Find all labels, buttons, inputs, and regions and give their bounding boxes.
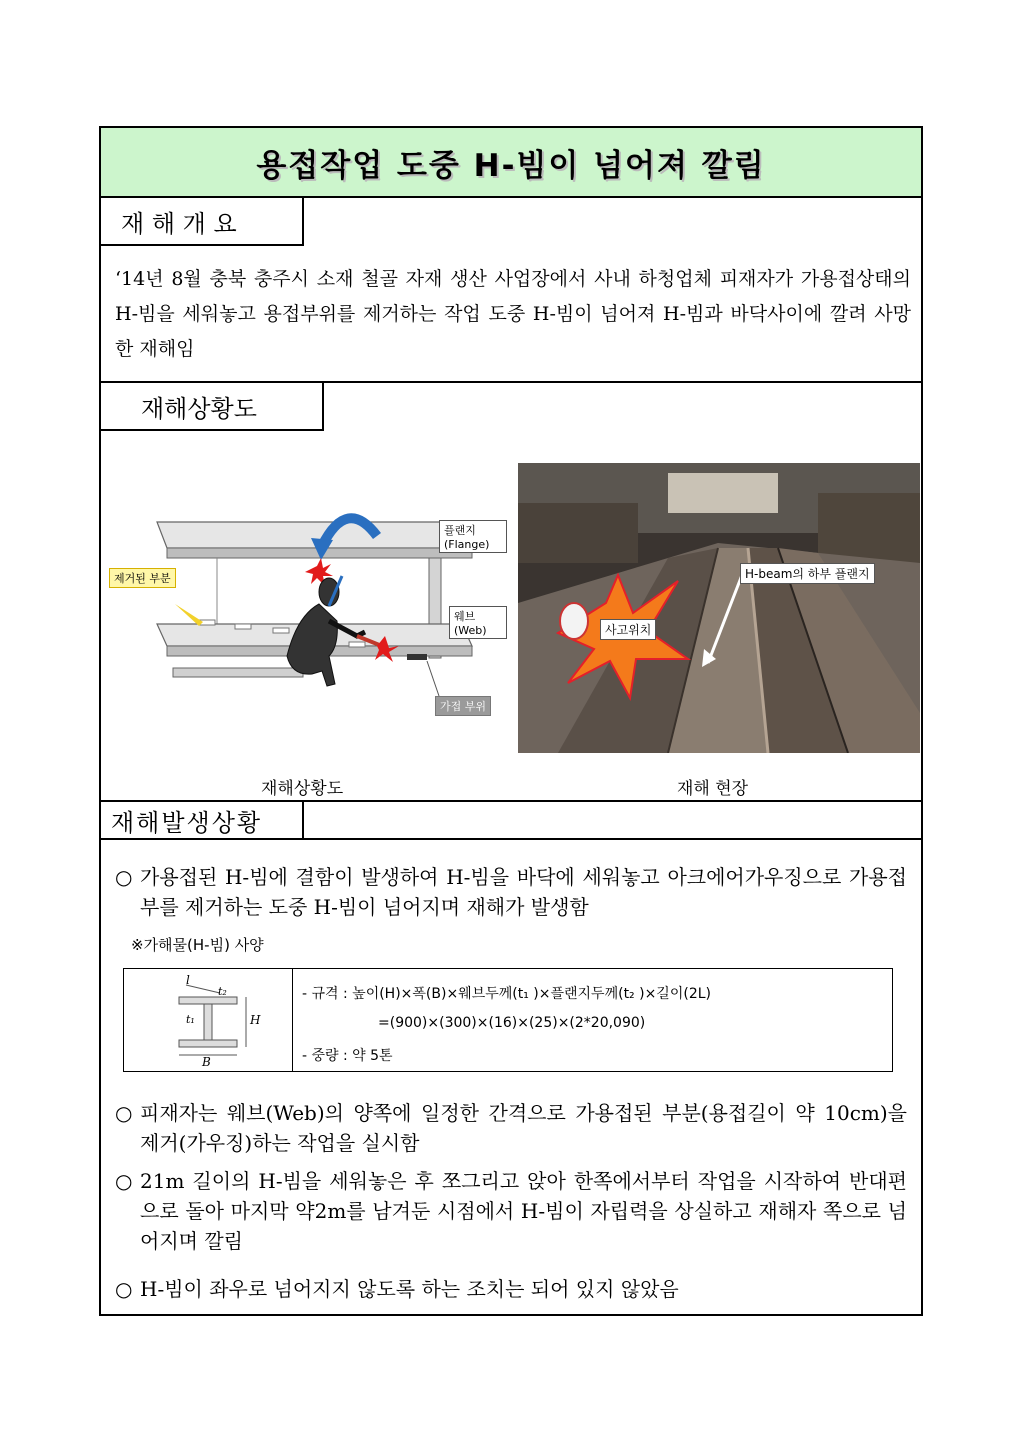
occurrence-item-3-text: 21m 길이의 H-빔을 세워놓은 후 쪼그리고 앉아 한쪽에서부터 작업을 시작하여 반대편으로 돌아 마지막 약2m를 남겨둔 시점에서 H-빔이 자립력을 상실하고 재해자 쪽으로 넘어지며 깔림 [140, 1169, 907, 1253]
diagram-caption: 재해상황도 [261, 779, 344, 799]
bullet-mark: ○ [115, 865, 133, 889]
divider [101, 838, 921, 840]
symbol-l: l [186, 973, 190, 987]
overview-text: ‘14년 8월 충북 충주시 소재 철골 자재 생산 사업장에서 사내 하청업체 피재자가 가용접상태의 H-빔을 세워놓고 용접부위를 제거하는 작업 도중 H-빔이 넘어져 H-빔과 바닥사이에 깔려 사망한 재해임 [115, 268, 911, 360]
bullet-mark: ○ [115, 1277, 133, 1301]
removed-part-label: 제거된 부분 [109, 568, 176, 588]
web-label: 웨브(Web) [449, 606, 507, 639]
situation-label: 재해상황도 [101, 383, 324, 431]
bullet-mark: ○ [115, 1101, 133, 1125]
accident-spot-label: 사고위치 [600, 619, 656, 640]
symbol-t2: t₂ [218, 985, 227, 998]
occurrence-item-3 [115, 1166, 907, 1256]
photo-caption: 재해 현장 [677, 779, 749, 799]
title-bar [101, 128, 921, 198]
symbol-H: H [250, 1013, 261, 1027]
occurrence-item-4 [115, 1274, 907, 1304]
overview-label: 재 해 개 요 [101, 198, 304, 246]
spec-weight: - 중량 : 약 5톤 [302, 1048, 393, 1064]
occurrence-label: 재해발생상황 [101, 802, 304, 840]
occurrence-item-1-text: 가용접된 H-빔에 결함이 발생하여 H-빔을 바닥에 세워놓고 아크에어가우징으로 가용접부를 제거하는 도중 H-빔이 넘어지며 재해가 발생함 [140, 865, 907, 919]
symbol-t1: t₁ [186, 1013, 195, 1026]
tack-weld-label: 가접 부위 [435, 696, 491, 716]
report-frame [99, 126, 923, 1316]
accident-site-photo [518, 463, 920, 753]
spec-note: ※가해물(H-빔) 사양 [131, 936, 264, 954]
spec-table [123, 968, 893, 1072]
occurrence-item-2-text: 피재자는 웨브(Web)의 양쪽에 일정한 간격으로 가용접된 부분(용접길이 약 10cm)을 제거(가우징)하는 작업을 실시함 [140, 1101, 907, 1155]
flange-label: 플랜지(Flange) [439, 520, 507, 553]
occurrence-item-4-text: H-빔이 좌우로 넘어지지 않도록 하는 조치는 되어 있지 않았음 [140, 1277, 679, 1301]
accident-diagram [107, 496, 507, 726]
occurrence-item-2 [115, 1098, 907, 1158]
page-title: 용접작업 도중 H-빔이 넘어져 깔림 [256, 147, 766, 184]
site-photo-image [518, 463, 920, 753]
bullet-mark: ○ [115, 1169, 133, 1193]
spec-values: =(900)×(300)×(16)×(25)×(2*20,090) [378, 1015, 646, 1031]
symbol-B: B [202, 1055, 211, 1069]
spec-divider [292, 969, 293, 1071]
occurrence-item-1 [115, 862, 907, 922]
spec-dimensions: - 규격 : 높이(H)×폭(B)×웨브두께(t₁ )×플랜지두께(t₂ )×길이(2L) [302, 986, 711, 1002]
lower-flange-label: H-beam의 하부 플랜지 [740, 563, 875, 584]
